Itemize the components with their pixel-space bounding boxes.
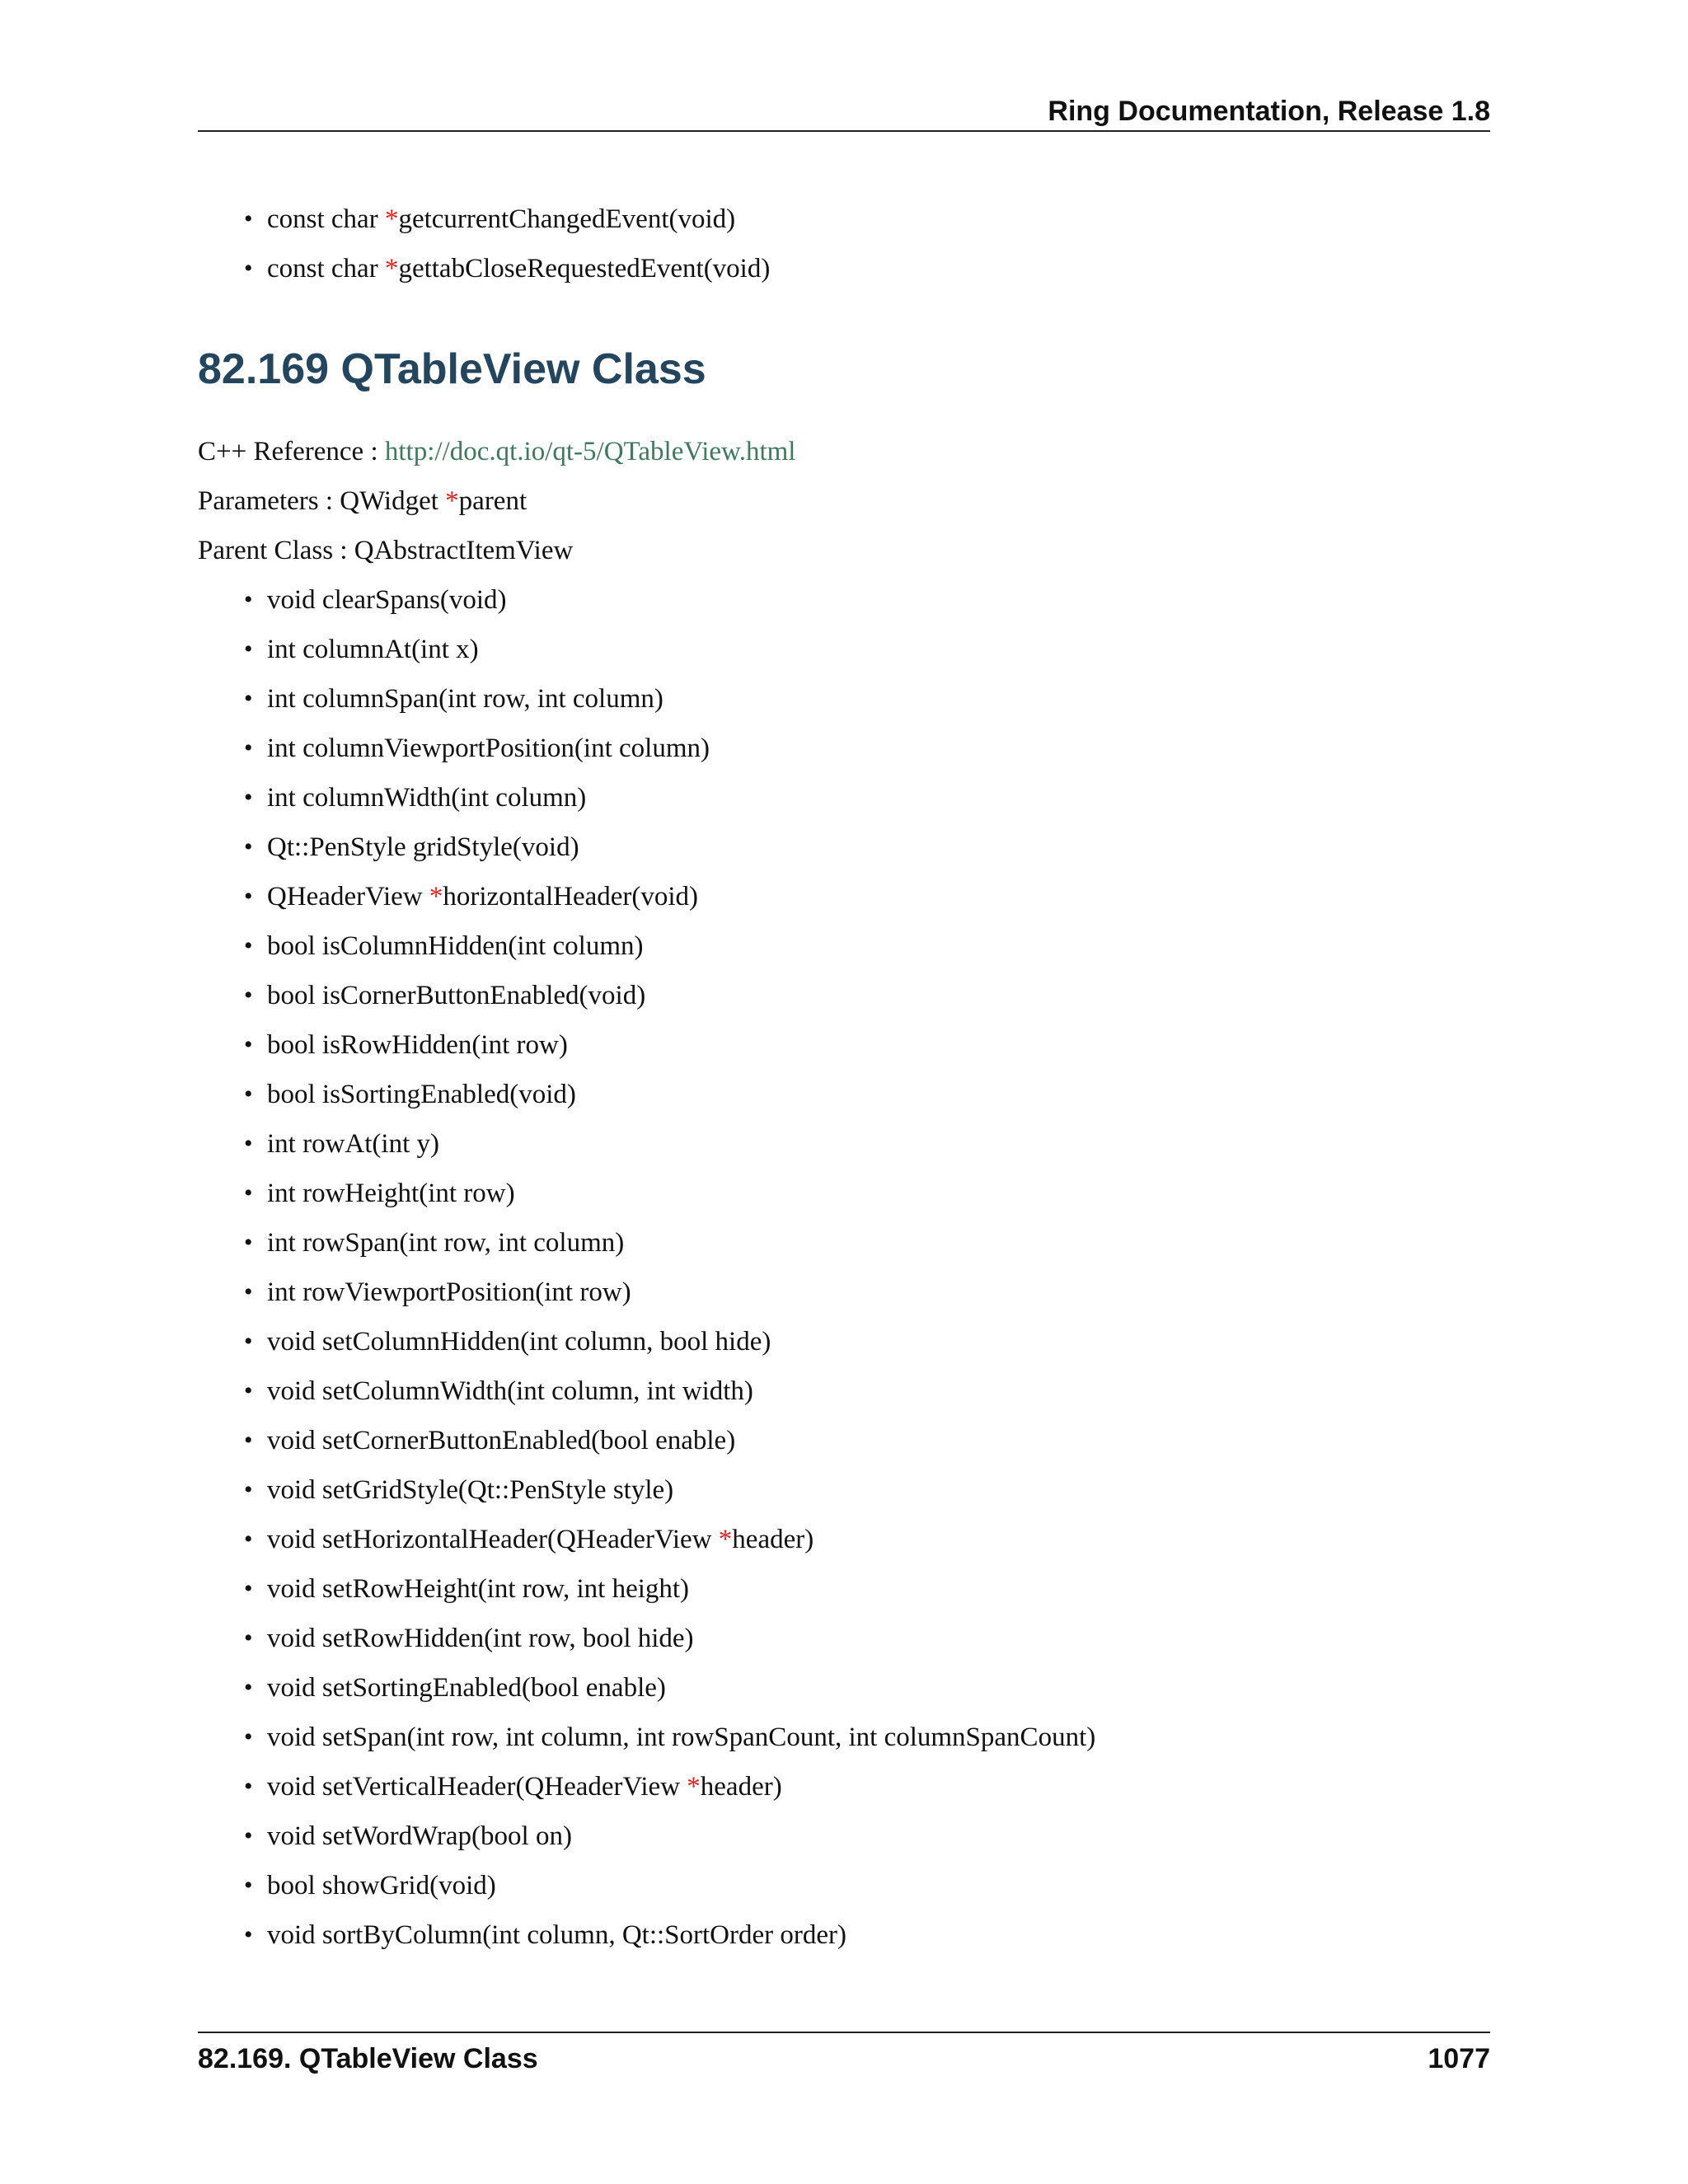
method-signature-end: horizontalHeader(void) <box>443 882 699 912</box>
method-signature-end: getcurrentChangedEvent(void) <box>398 204 736 234</box>
method-item <box>198 1515 1490 1564</box>
method-signature-start: bool showGrid(void) <box>267 1871 496 1900</box>
method-signature-start: bool isColumnHidden(int column) <box>267 931 644 961</box>
page-footer <box>198 2032 1490 2084</box>
method-signature-start: void setRowHeight(int row, int height) <box>267 1574 690 1604</box>
pointer-star: * <box>445 486 459 516</box>
method-signature-start: void sortByColumn(int column, Qt::SortOrder order) <box>267 1920 847 1950</box>
previous-method-item <box>198 194 1490 244</box>
cpp-reference <box>198 427 1490 476</box>
method-signature-start: void clearSpans(void) <box>267 585 507 615</box>
method-item <box>198 1268 1490 1317</box>
method-signature-start: int rowSpan(int row, int column) <box>267 1228 625 1258</box>
method-signature-start: int rowHeight(int row) <box>267 1179 515 1208</box>
method-item <box>198 1416 1490 1465</box>
pointer-star: * <box>718 1525 733 1554</box>
method-signature-end: gettabCloseRequestedEvent(void) <box>398 254 771 284</box>
parameters-label: Parameters : QWidget <box>198 486 446 516</box>
method-signature-end: header) <box>700 1772 782 1802</box>
method-item <box>198 1366 1490 1416</box>
method-signature-start: void setColumnHidden(int column, bool hide) <box>267 1327 771 1357</box>
method-item <box>198 1070 1490 1119</box>
method-item <box>198 1169 1490 1218</box>
method-item <box>198 1564 1490 1614</box>
method-signature-start: int columnAt(int x) <box>267 635 479 664</box>
method-signature-start: void setWordWrap(bool on) <box>267 1821 572 1851</box>
method-item <box>198 674 1490 724</box>
pointer-star: * <box>687 1772 701 1802</box>
method-item <box>198 1861 1490 1910</box>
method-item <box>198 872 1490 921</box>
method-item <box>198 921 1490 971</box>
section-title-block <box>198 344 1490 394</box>
method-item <box>198 823 1490 872</box>
method-signature-start: void setCornerButtonEnabled(bool enable) <box>267 1426 736 1455</box>
method-signature-start: void setColumnWidth(int column, int width) <box>267 1376 753 1406</box>
method-item <box>198 773 1490 823</box>
method-item <box>198 1020 1490 1070</box>
method-signature-start: int columnViewportPosition(int column) <box>267 733 710 763</box>
method-signature-start: void setGridStyle(Qt::PenStyle style) <box>267 1475 674 1505</box>
method-signature-start: void setHorizontalHeader(QHeaderView <box>267 1525 719 1554</box>
method-item <box>198 724 1490 773</box>
method-item <box>198 1119 1490 1169</box>
footer-section: 82.169. QTableView Class <box>198 2043 538 2074</box>
method-signature-start: void setSpan(int row, int column, int rowSpanCount, int columnSpanCount) <box>267 1722 1096 1752</box>
doc-title: Ring Documentation, Release 1.8 <box>1048 96 1490 127</box>
method-signature-start: Qt::PenStyle gridStyle(void) <box>267 832 579 862</box>
method-item <box>198 1811 1490 1861</box>
method-item <box>198 1218 1490 1268</box>
method-signature-end: header) <box>732 1525 814 1554</box>
method-signature-start: void setVerticalHeader(QHeaderView <box>267 1772 687 1802</box>
previous-method-list <box>198 194 1490 293</box>
page-header <box>198 92 1490 132</box>
parent-class: Parent Class : QAbstractItemView <box>198 536 574 565</box>
method-signature-start: bool isSortingEnabled(void) <box>267 1080 576 1109</box>
section-title: 82.169 QTableView Class <box>198 345 706 393</box>
method-item <box>198 1910 1490 1960</box>
pointer-star: * <box>384 204 399 234</box>
method-signature-start: int columnSpan(int row, int column) <box>267 684 663 714</box>
method-signature-start: void setRowHidden(int row, bool hide) <box>267 1624 694 1653</box>
method-signature-start: int rowAt(int y) <box>267 1129 439 1159</box>
method-signature-start: const char <box>267 204 385 234</box>
cpp-reference-link[interactable]: http://doc.qt.io/qt-5/QTableView.html <box>384 437 796 466</box>
cpp-reference-label: C++ Reference : <box>198 437 385 466</box>
method-signature-start: QHeaderView <box>267 882 429 912</box>
method-list <box>198 575 1490 1960</box>
method-item <box>198 1465 1490 1515</box>
parameters <box>198 476 1490 526</box>
method-item <box>198 971 1490 1020</box>
method-signature-start: int rowViewportPosition(int row) <box>267 1277 631 1307</box>
method-item <box>198 1762 1490 1811</box>
parameters-value: parent <box>458 486 528 516</box>
method-signature-start: int columnWidth(int column) <box>267 783 587 813</box>
previous-method-item <box>198 244 1490 293</box>
method-item <box>198 1317 1490 1366</box>
method-item <box>198 1663 1490 1713</box>
method-item <box>198 625 1490 674</box>
method-signature-start: const char <box>267 254 385 284</box>
method-signature-start: bool isCornerButtonEnabled(void) <box>267 981 646 1010</box>
method-signature-start: void setSortingEnabled(bool enable) <box>267 1673 666 1703</box>
pointer-star: * <box>384 254 399 284</box>
page-content <box>198 194 1490 1960</box>
method-item <box>198 1713 1490 1762</box>
page-number: 1077 <box>1428 2043 1490 2074</box>
method-item <box>198 575 1490 625</box>
pointer-star: * <box>429 882 443 912</box>
method-signature-start: bool isRowHidden(int row) <box>267 1030 568 1060</box>
method-item <box>198 1614 1490 1663</box>
